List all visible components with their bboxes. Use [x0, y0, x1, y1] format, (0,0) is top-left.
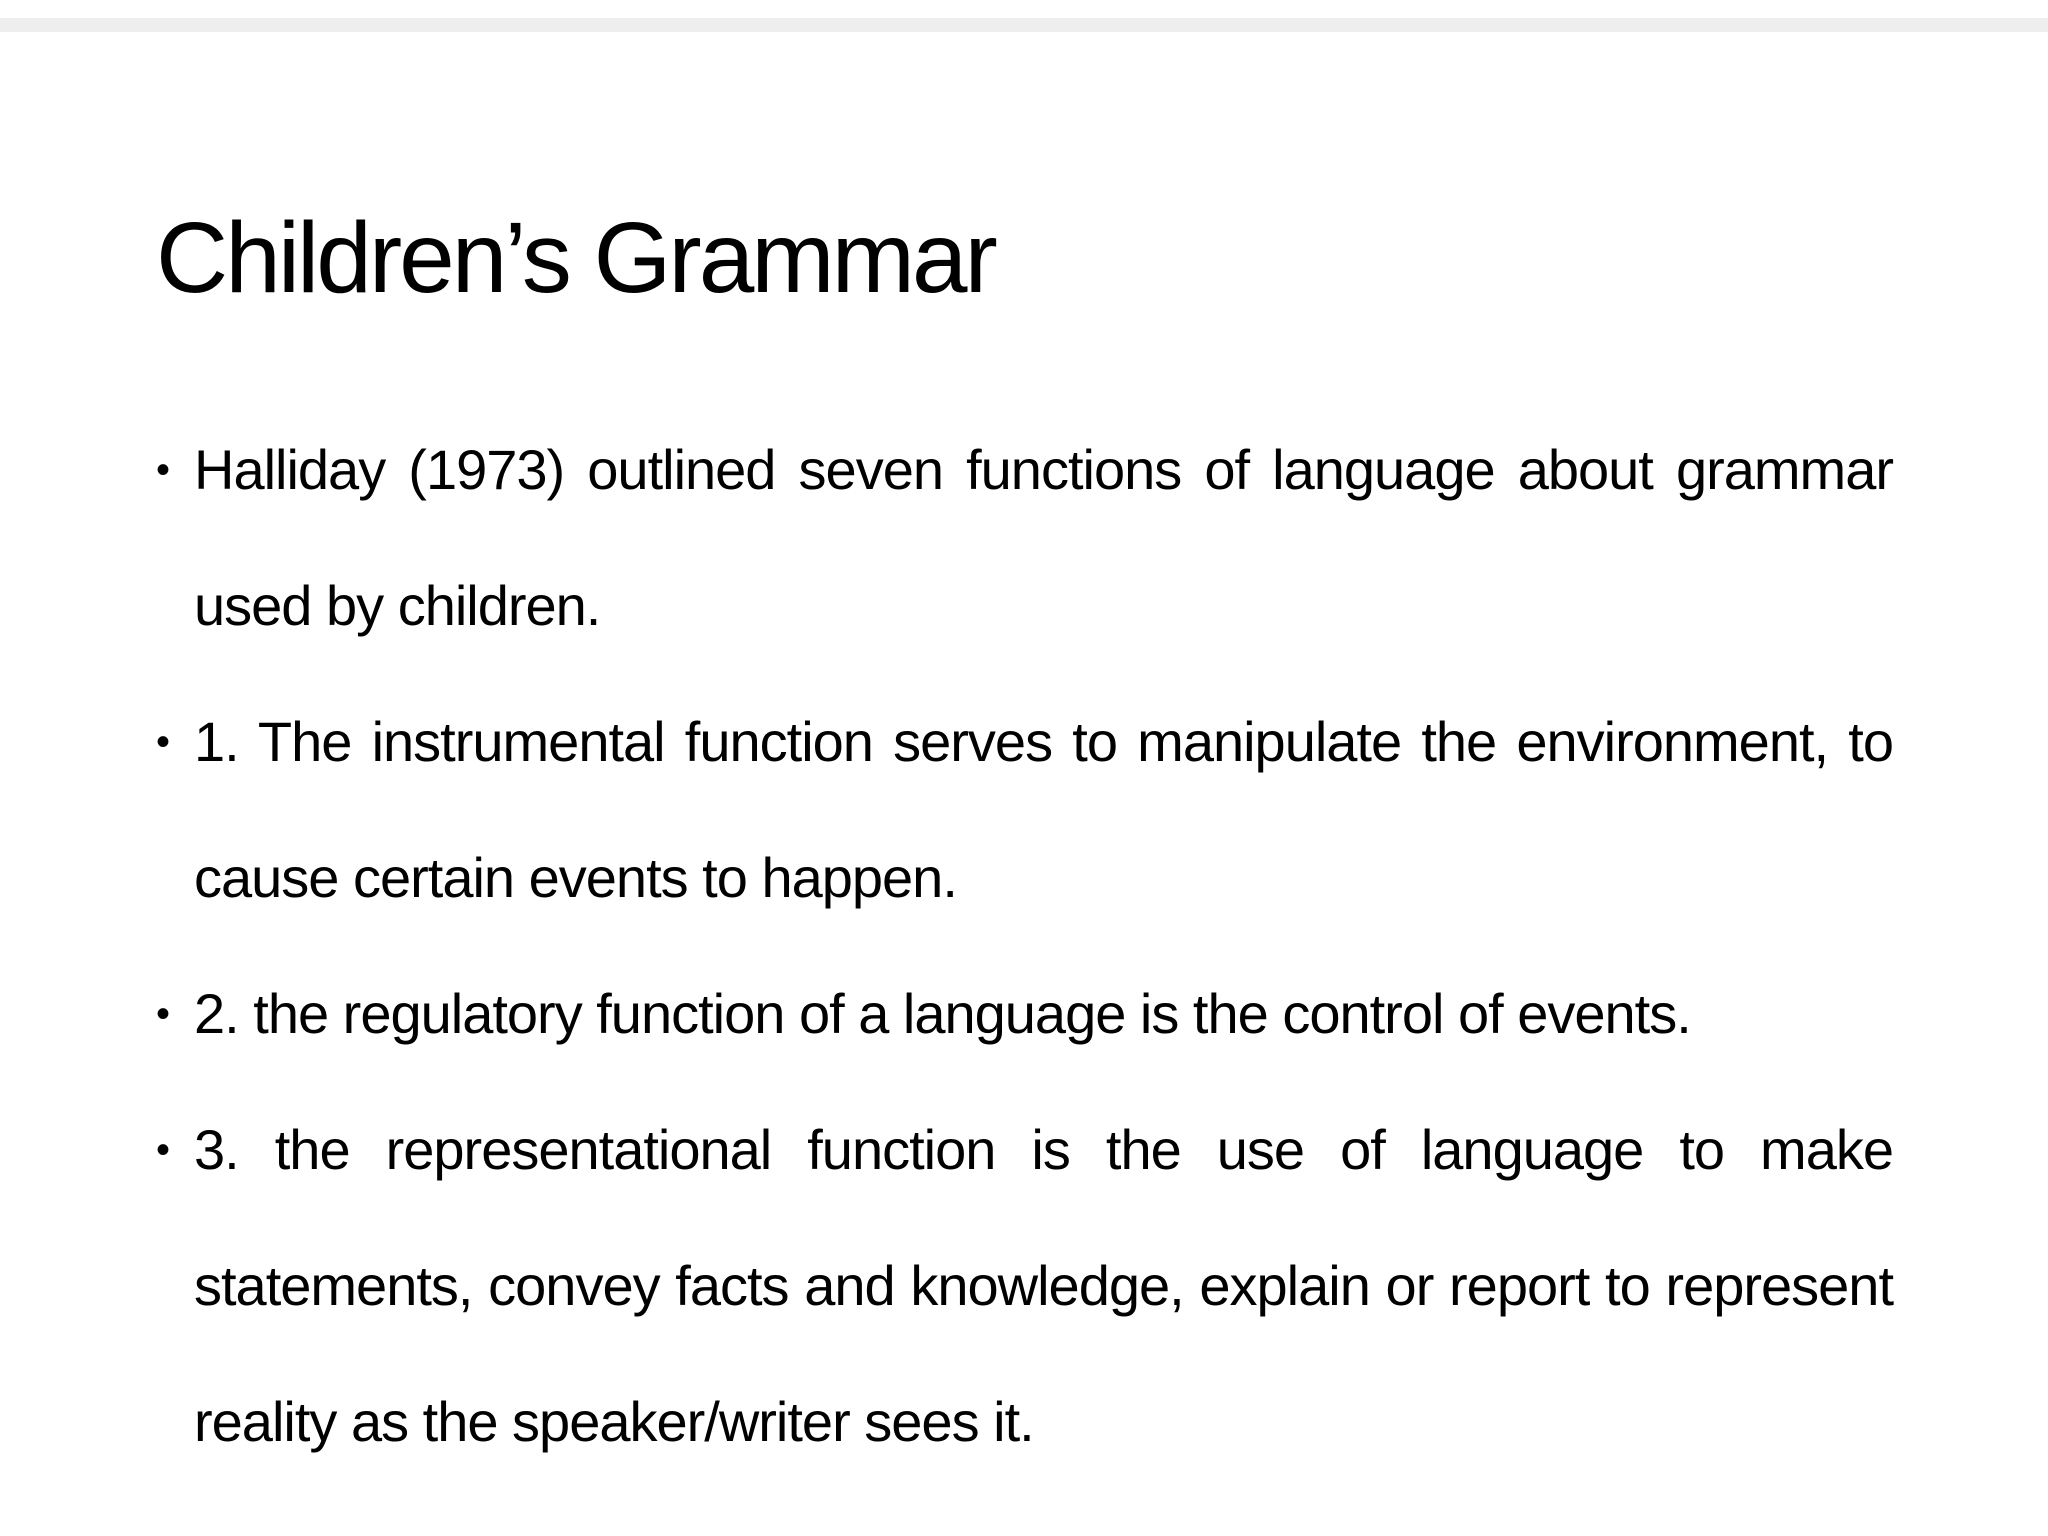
- bullet-item: [156, 1082, 1893, 1490]
- bullet-item: [156, 402, 1893, 674]
- slide-title: Children’s Grammar: [156, 202, 995, 314]
- bullet-dot-icon: •: [156, 992, 170, 1036]
- slide: [0, 32, 2048, 1536]
- bullet-item: [156, 946, 1893, 1082]
- bullet-text: 1. The instrumental function serves to manipulate the environment, to cause certain events to happen.: [194, 710, 1893, 909]
- bullet-dot-icon: •: [156, 448, 170, 492]
- bullet-text: 3. the representational function is the use of language to make statements, convey facts and knowledge, explain or report to represent reality as the speaker/writer sees it.: [194, 1118, 1893, 1453]
- bullet-text: Halliday (1973) outlined seven functions of language about grammar used by children.: [194, 438, 1893, 637]
- bullet-list: [156, 402, 1893, 1490]
- bullet-dot-icon: •: [156, 1128, 170, 1172]
- bullet-dot-icon: •: [156, 720, 170, 764]
- bullet-item: [156, 674, 1893, 946]
- bullet-text: 2. the regulatory function of a language is the control of events.: [194, 982, 1691, 1045]
- top-strip: [0, 0, 2048, 32]
- top-border: [0, 18, 2048, 32]
